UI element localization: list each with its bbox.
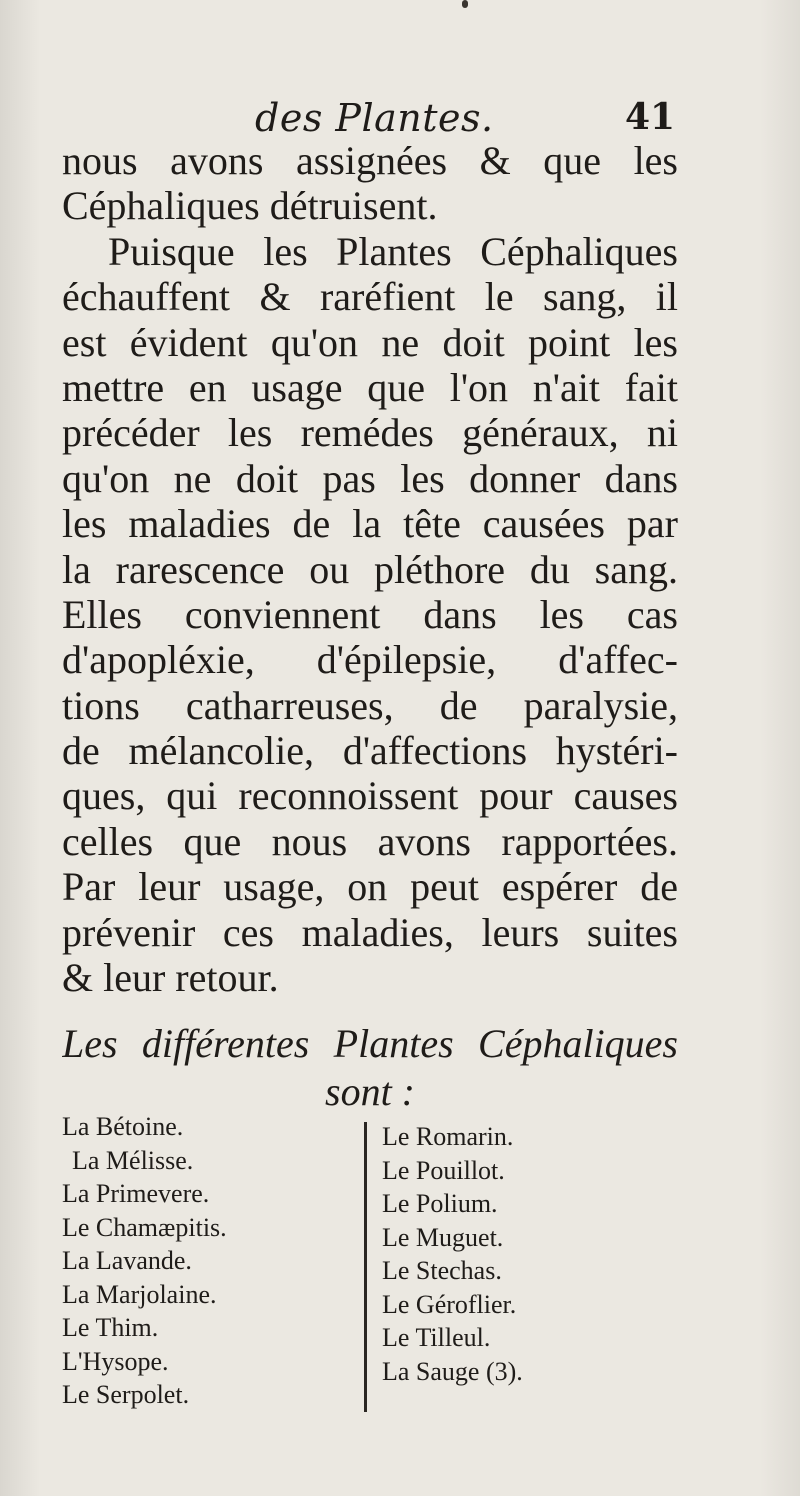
- plant-item: Le Stechas.: [382, 1256, 502, 1285]
- text-line: précéder les remédes généraux, ni: [62, 410, 678, 456]
- text-line: prévenir ces maladies, leurs suites: [62, 909, 678, 955]
- plant-item: La Lavande.: [62, 1246, 192, 1275]
- plant-list-right: [382, 1120, 662, 1388]
- plant-item: Le Romarin.: [382, 1122, 514, 1151]
- text-line: ques, qui reconnoissent pour causes: [62, 773, 678, 819]
- heading-line: sont :: [325, 1069, 415, 1114]
- plant-item: Le Tilleul.: [382, 1323, 491, 1352]
- plant-item: Le Chamæpitis.: [62, 1212, 227, 1242]
- plant-item: Le Polium.: [382, 1189, 498, 1218]
- plant-list-left: [62, 1110, 352, 1412]
- plant-item: Le Serpolet.: [62, 1380, 190, 1409]
- running-head-title: des Plantes.: [255, 96, 494, 140]
- plant-item: La Sauge (3).: [382, 1356, 523, 1386]
- text-line: Elles conviennent dans les cas: [62, 591, 678, 637]
- text-line: nous avons assignées & que les: [62, 138, 678, 183]
- body-text: [62, 138, 678, 1000]
- text-line: mettre en usage que l'on n'ait fait: [62, 364, 678, 410]
- text-line: Puisque les Plantes Céphaliques: [108, 228, 678, 274]
- plant-item: La Bétoine.: [62, 1112, 184, 1141]
- plant-item: La Primevere.: [62, 1179, 210, 1208]
- plant-item: Le Géroflier.: [382, 1289, 517, 1319]
- text-line: les maladies de la tête causées par: [62, 501, 678, 547]
- plant-list-heading: [62, 1020, 678, 1116]
- plant-item: Le Thim.: [62, 1313, 159, 1342]
- plant-item: L'Hysope.: [62, 1346, 169, 1376]
- text-line: tions catharreuses, de paralysie,: [62, 682, 678, 728]
- text-line: est évident qu'on ne doit point les: [62, 319, 678, 365]
- plant-item: La Marjolaine.: [62, 1279, 217, 1309]
- text-line: celles que nous avons rapportées.: [62, 818, 678, 864]
- text-line: & leur retour.: [62, 955, 279, 1001]
- text-line: Céphaliques détruisent.: [62, 183, 438, 229]
- plant-item: La Mélisse.: [72, 1145, 194, 1175]
- column-divider: [364, 1122, 367, 1412]
- plant-item: Le Muguet.: [382, 1222, 504, 1252]
- text-line: qu'on ne doit pas les donner dans: [62, 455, 678, 501]
- page-number: 41: [625, 96, 676, 138]
- plant-item: Le Pouillot.: [382, 1155, 505, 1185]
- text-line: d'apopléxie, d'épilepsie, d'affec-: [62, 637, 678, 683]
- heading-line: Les différentes Plantes Céphaliques: [62, 1021, 678, 1066]
- text-line: Par leur usage, on peut espérer de: [62, 864, 678, 910]
- text-line: échauffent & raréfient le sang, il: [62, 274, 678, 320]
- text-line: la rarescence ou pléthore du sang.: [62, 546, 678, 592]
- ink-speck: [462, 0, 468, 8]
- text-line: de mélancolie, d'affections hystéri-: [62, 728, 678, 774]
